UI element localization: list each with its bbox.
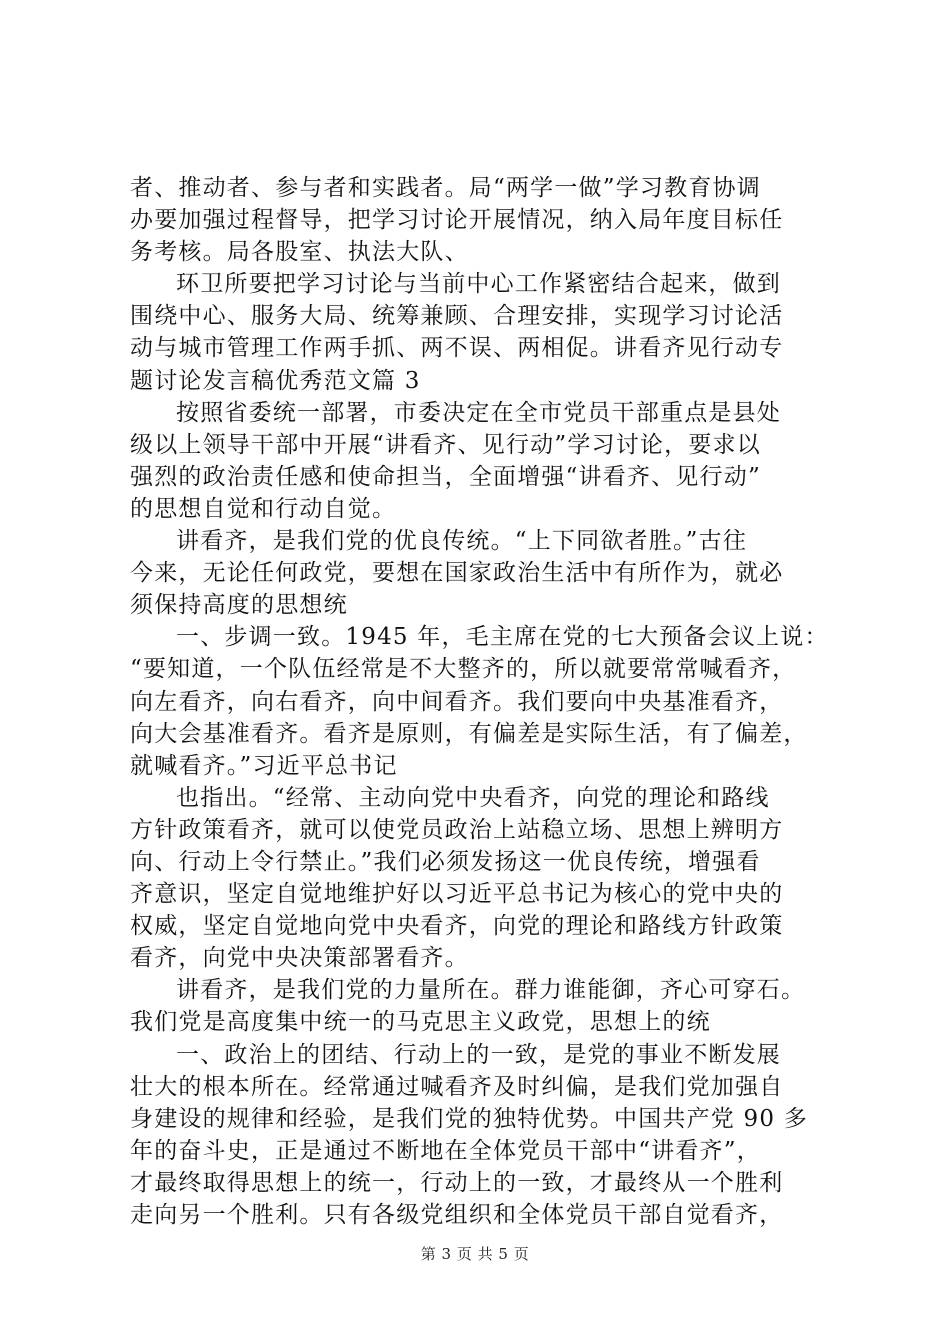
page-footer: 第 3 页 共 5 页 (420, 1245, 530, 1263)
text-line: 方针政策看齐，就可以使党员政治上站稳立场、思想上辨明方 (130, 816, 784, 843)
text-line: 须保持高度的思想统 (130, 592, 348, 619)
text-line: 也指出。“经常、主动向党中央看齐，向党的理论和路线 (176, 784, 770, 811)
text-line: “要知道，一个队伍经常是不大整齐的，所以就要常常喊看齐， (130, 656, 797, 683)
text-line: 才最终取得思想上的统一，行动上的一致，才最终从一个胜利 (130, 1169, 784, 1196)
text-line: 一、政治上的团结、行动上的一致，是党的事业不断发展 (176, 1041, 781, 1068)
text-line: 动与城市管理工作两手抓、两不误、两相促。讲看齐见行动专 (130, 335, 784, 362)
text-line: 环卫所要把学习讨论与当前中心工作紧密结合起来，做到 (176, 271, 781, 298)
text-line: 办要加强过程督导，把学习讨论开展情况，纳入局年度目标任 (130, 207, 784, 234)
text-line: 题讨论发言稿优秀范文篇 3 (130, 367, 421, 394)
text-line: 身建设的规律和经验，是我们党的独特优势。中国共产党 90 多 (130, 1105, 808, 1132)
text-line: 权威，坚定自觉地向党中央看齐，向党的理论和路线方针政策 (130, 913, 784, 940)
text-line: 我们党是高度集中统一的马克思主义政党，思想上的统 (130, 1009, 711, 1036)
text-line: 强烈的政治责任感和使命担当，全面增强“讲看齐、见行动” (130, 463, 761, 490)
text-line: 者、推动者、参与者和实践者。局“两学一做”学习教育协调 (130, 175, 761, 201)
text-line: 年的奋斗史，正是通过不断地在全体党员干部中“讲看齐”， (130, 1137, 761, 1164)
text-line: 走向另一个胜利。只有各级党组织和全体党员干部自觉看齐， (130, 1202, 784, 1228)
text-line: 讲看齐，是我们党的力量所在。群力谁能御，齐心可穿石。 (176, 977, 806, 1004)
text-line: 齐意识，坚定自觉地维护好以习近平总书记为核心的党中央的 (130, 881, 784, 908)
text-line: 向、行动上令行禁止。”我们必须发扬这一优良传统，增强看 (130, 848, 761, 875)
text-line: 按照省委统一部署，市委决定在全市党员干部重点是县处 (176, 399, 781, 426)
text-line: 向大会基准看齐。看齐是原则，有偏差是实际生活，有了偏差， (130, 720, 808, 747)
text-line: 级以上领导干部中开展“讲看齐、见行动”学习讨论，要求以 (130, 431, 761, 458)
text-line: 向左看齐，向右看齐，向中间看齐。我们要向中央基准看齐， (130, 688, 784, 715)
text-line: 讲看齐，是我们党的优良传统。“上下同欲者胜。”古往 (176, 528, 748, 555)
text-line: 围绕中心、服务大局、统筹兼顾、合理安排，实现学习讨论活 (130, 303, 784, 330)
text-line: 今来，无论任何政党，要想在国家政治生活中有所作为，就必 (130, 560, 784, 587)
text-line: 就喊看齐。”习近平总书记 (130, 752, 398, 779)
text-line: 的思想自觉和行动自觉。 (130, 495, 397, 522)
text-line: 看齐，向党中央决策部署看齐。 (130, 945, 469, 972)
text-line: 壮大的根本所在。经常通过喊看齐及时纠偏，是我们党加强自 (130, 1073, 784, 1100)
text-line: 务考核。局各股室、执法大队、 (130, 239, 469, 266)
text-line: 一、步调一致。1945 年，毛主席在党的七大预备会议上说： (176, 624, 829, 651)
document-body (130, 172, 836, 1231)
